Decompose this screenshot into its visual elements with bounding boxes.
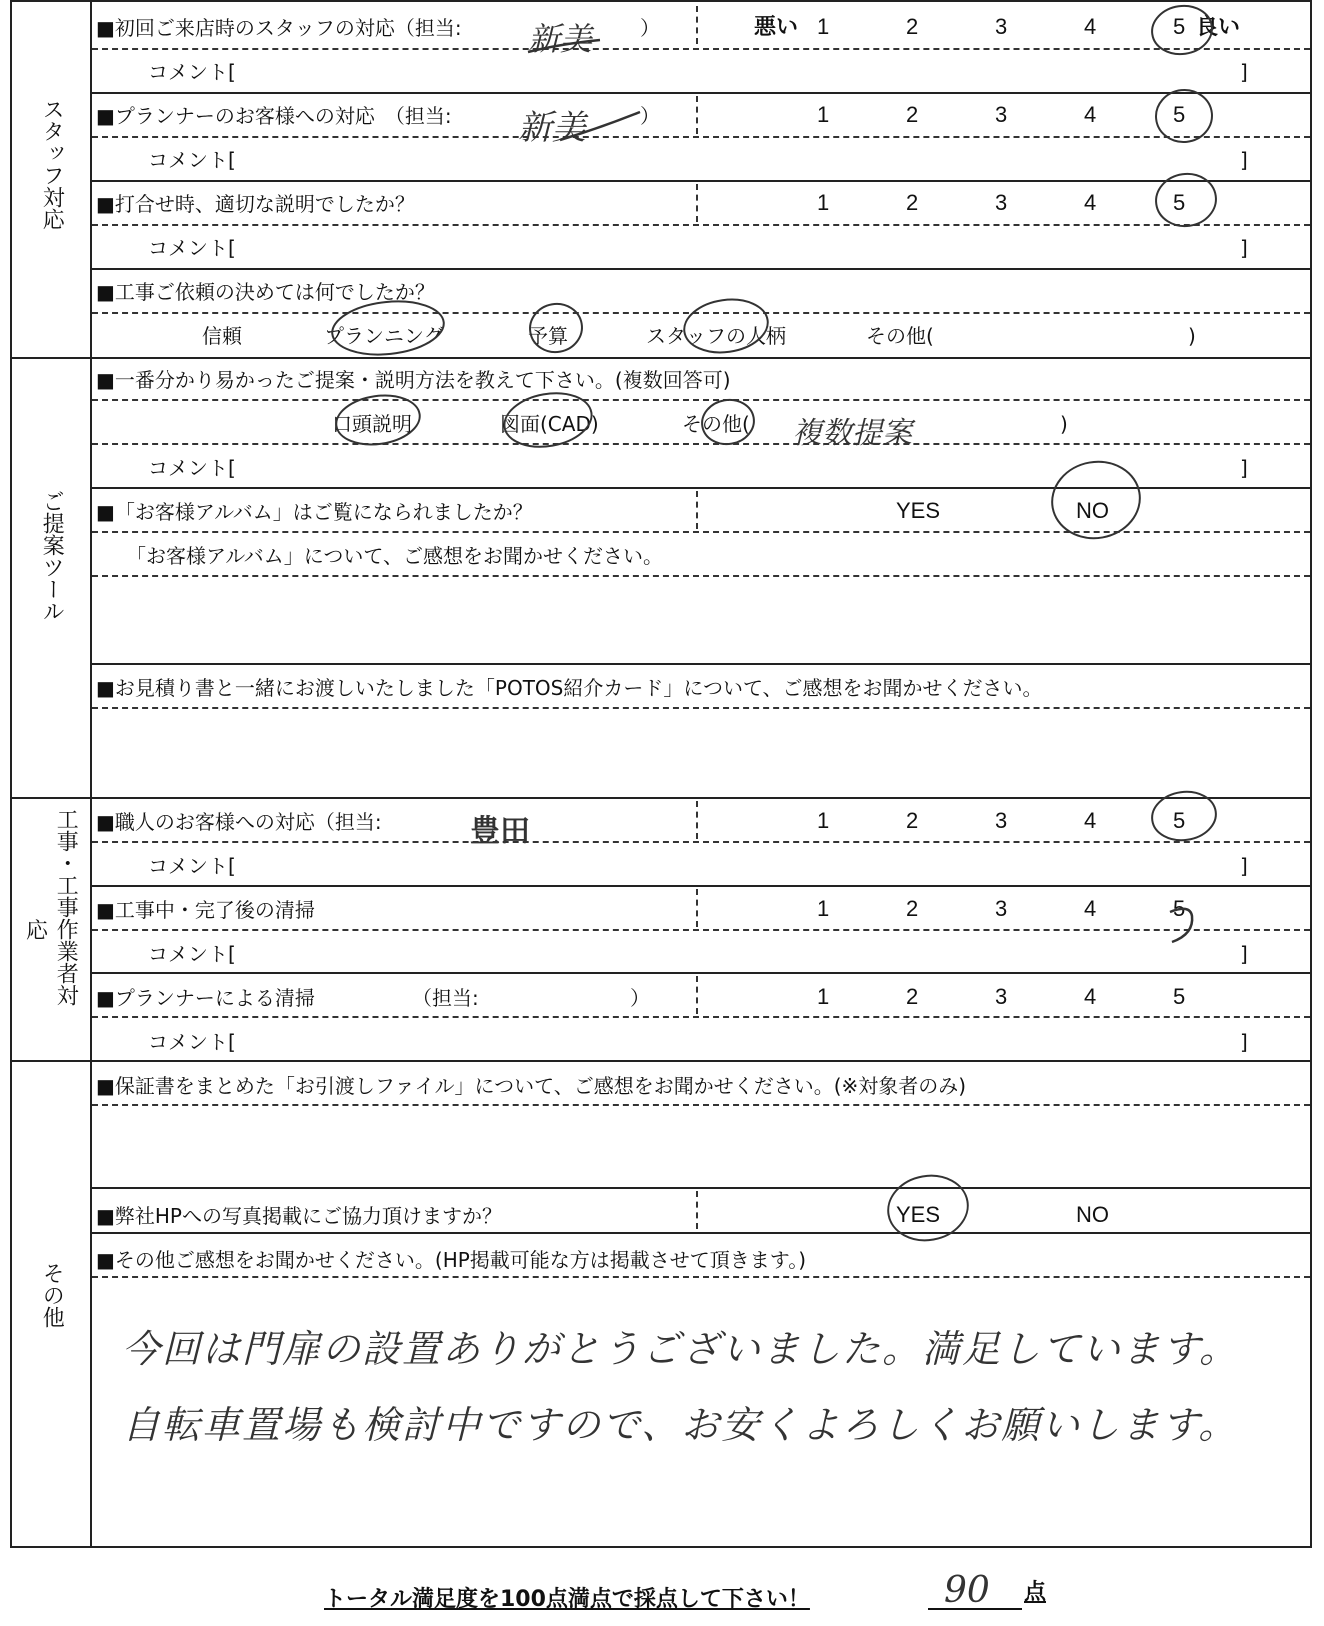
dashed-separator — [92, 531, 1310, 533]
dashed-separator — [92, 224, 1310, 226]
q1-close: ） — [640, 16, 660, 40]
comment-label: コメント[ — [148, 148, 236, 172]
dashed-separator — [92, 443, 1310, 445]
comment-close: ] — [1240, 942, 1248, 966]
q4-label: ■工事ご依頼の決めては何でしたか？ — [96, 280, 435, 304]
rating-3: 3 — [995, 14, 1008, 39]
rating-divider — [696, 889, 698, 927]
q5-option-verbal: 口頭説明 — [332, 412, 412, 436]
q5-option-other: その他( — [682, 412, 750, 436]
rating-3: 3 — [995, 808, 1008, 833]
section-label-proposal: ご提案ツール — [39, 490, 65, 622]
q2-close: ） — [640, 104, 660, 128]
q4-option-budget: 予算 — [528, 324, 568, 348]
dashed-separator — [92, 136, 1310, 138]
dashed-separator — [92, 1276, 1310, 1278]
row-separator — [90, 885, 1312, 887]
rating-2: 2 — [906, 984, 919, 1009]
comment-label: コメント[ — [148, 854, 236, 878]
q12-no: NO — [1076, 1202, 1109, 1227]
rating-4: 4 — [1084, 190, 1097, 215]
rating-5: 5 — [1173, 14, 1186, 39]
section-label-other: その他 — [39, 1262, 65, 1328]
rating-divider — [696, 491, 698, 529]
comment-label: コメント[ — [148, 60, 236, 84]
row-separator — [90, 1187, 1312, 1189]
comment-label: コメント[ — [148, 456, 236, 480]
rating-1: 1 — [817, 896, 830, 921]
dashed-separator — [92, 575, 1310, 577]
q12-yes: YES — [896, 1202, 941, 1227]
q2-staff: 新美 — [518, 108, 586, 148]
section-column-divider — [90, 0, 92, 1548]
rating-2: 2 — [906, 896, 919, 921]
rating-4: 4 — [1084, 896, 1097, 921]
total-score-label: トータル満足度を100点満点で採点して下さい！ — [324, 1587, 810, 1612]
dashed-separator — [92, 1104, 1310, 1106]
scale-bad-label: 悪い — [754, 14, 799, 39]
q2-label: ■プランナーのお客様への対応 （担当: — [96, 104, 452, 128]
rating-divider — [696, 6, 698, 44]
q4-option-planning: プランニング — [324, 324, 444, 348]
q5-option-drawing: 図面(CAD) — [500, 412, 599, 436]
rating-divider — [696, 184, 698, 222]
dashed-separator — [92, 399, 1310, 401]
rating-1: 1 — [817, 14, 830, 39]
dashed-separator — [92, 1016, 1310, 1018]
section-separator — [10, 357, 1312, 359]
row-separator — [90, 972, 1312, 974]
total-score-unit: 点 — [1024, 1580, 1047, 1605]
rating-divider — [696, 801, 698, 839]
comment-close: ] — [1240, 60, 1248, 84]
rating-5: 5 — [1173, 102, 1186, 127]
scale-good-label: 良い — [1196, 14, 1241, 39]
q4-option-other-close: ) — [1188, 324, 1196, 348]
q6-followup: 「お客様アルバム」について、ご感想をお聞かせください。 — [126, 544, 663, 568]
section-separator — [10, 1060, 1312, 1062]
rating-4: 4 — [1084, 808, 1097, 833]
q12-label: ■弊社HPへの写真掲載にご協力頂けますか？ — [96, 1204, 502, 1228]
q4-option-other: その他( — [866, 324, 934, 348]
rating-5: 5 — [1173, 190, 1186, 215]
rating-1: 1 — [817, 102, 830, 127]
rating-1: 1 — [817, 984, 830, 1009]
rating-3: 3 — [995, 102, 1008, 127]
rating-4: 4 — [1084, 102, 1097, 127]
q8-staff: 豊田 — [470, 814, 530, 849]
total-score-value: 90 — [944, 1570, 990, 1611]
rating-1: 1 — [817, 808, 830, 833]
rating-divider — [696, 1191, 698, 1229]
q1-staff: 新美 — [528, 20, 593, 58]
dashed-separator — [92, 841, 1310, 843]
row-separator — [90, 663, 1312, 665]
q5-other-text: 複数提案 — [792, 416, 912, 451]
q13-handwritten-line1: 今回は門扉の設置ありがとうございました。満足しています。 — [122, 1327, 1239, 1371]
q3-label: ■打合せ時、適切な説明でしたか？ — [96, 192, 415, 216]
total-score-underline — [928, 1608, 1022, 1610]
q13-handwritten-line2: 自転車置場も検討中ですので、お安くよろしくお願いします。 — [122, 1403, 1239, 1447]
rating-3: 3 — [995, 896, 1008, 921]
q10-staff-label: （担当: — [412, 986, 479, 1010]
row-separator — [90, 1232, 1312, 1234]
rating-2: 2 — [906, 14, 919, 39]
q4-option-trust: 信頼 — [202, 324, 242, 348]
rating-2: 2 — [906, 808, 919, 833]
row-separator — [90, 92, 1312, 94]
q5-label: ■一番分かり易かったご提案・説明方法を教えて下さい。(複数回答可) — [96, 368, 731, 392]
rating-divider — [696, 976, 698, 1014]
section-separator — [10, 797, 1312, 799]
q7-label: ■お見積り書と一緒にお渡しいたしました「POTOS紹介カード」について、ご感想をお聞かせください。 — [96, 676, 1043, 700]
section-label-construction: 工事・工事作業者対 — [53, 808, 79, 1006]
q10-label: ■プランナーによる清掃 — [96, 986, 315, 1010]
comment-close: ] — [1240, 148, 1248, 172]
comment-close: ] — [1240, 236, 1248, 260]
dashed-separator — [92, 312, 1310, 314]
rating-4: 4 — [1084, 14, 1097, 39]
row-separator — [90, 268, 1312, 270]
rating-divider — [696, 96, 698, 134]
q8-label: ■職人のお客様への対応（担当: — [96, 810, 382, 834]
q1-label: ■初回ご来店時のスタッフの対応（担当: — [96, 16, 462, 40]
dashed-separator — [92, 707, 1310, 709]
q4-option-staff-personality: スタッフの人柄 — [646, 324, 786, 348]
dashed-separator — [92, 48, 1310, 50]
section-label-staff: スタッフ対応 — [39, 98, 65, 230]
row-separator — [90, 487, 1312, 489]
survey-frame — [10, 0, 1312, 1548]
rating-5: 5 — [1173, 808, 1186, 833]
q5-option-other-close: ) — [1060, 412, 1068, 436]
q6-yes: YES — [896, 498, 941, 523]
comment-close: ] — [1240, 456, 1248, 480]
q6-label: ■「お客様アルバム」はご覧になられましたか？ — [96, 500, 533, 524]
comment-close: ] — [1240, 854, 1248, 878]
comment-label: コメント[ — [148, 942, 236, 966]
comment-label: コメント[ — [148, 1030, 236, 1054]
q9-label: ■工事中・完了後の清掃 — [96, 898, 315, 922]
q10-close: ） — [630, 986, 650, 1010]
rating-2: 2 — [906, 190, 919, 215]
rating-3: 3 — [995, 984, 1008, 1009]
comment-close: ] — [1240, 1030, 1248, 1054]
q11-label: ■保証書をまとめた「お引渡しファイル」について、ご感想をお聞かせください。(※対象者のみ) — [96, 1074, 967, 1098]
rating-1: 1 — [817, 190, 830, 215]
row-separator — [90, 180, 1312, 182]
q13-label: ■その他ご感想をお聞かせください。(HP掲載可能な方は掲載させて頂きます。) — [96, 1248, 807, 1272]
rating-5: 5 — [1173, 896, 1186, 921]
rating-3: 3 — [995, 190, 1008, 215]
comment-label: コメント[ — [148, 236, 236, 260]
rating-4: 4 — [1084, 984, 1097, 1009]
rating-2: 2 — [906, 102, 919, 127]
rating-5: 5 — [1173, 984, 1186, 1009]
section-label-construction-side: 応 — [25, 919, 48, 944]
q6-no: NO — [1076, 498, 1109, 523]
dashed-separator — [92, 929, 1310, 931]
